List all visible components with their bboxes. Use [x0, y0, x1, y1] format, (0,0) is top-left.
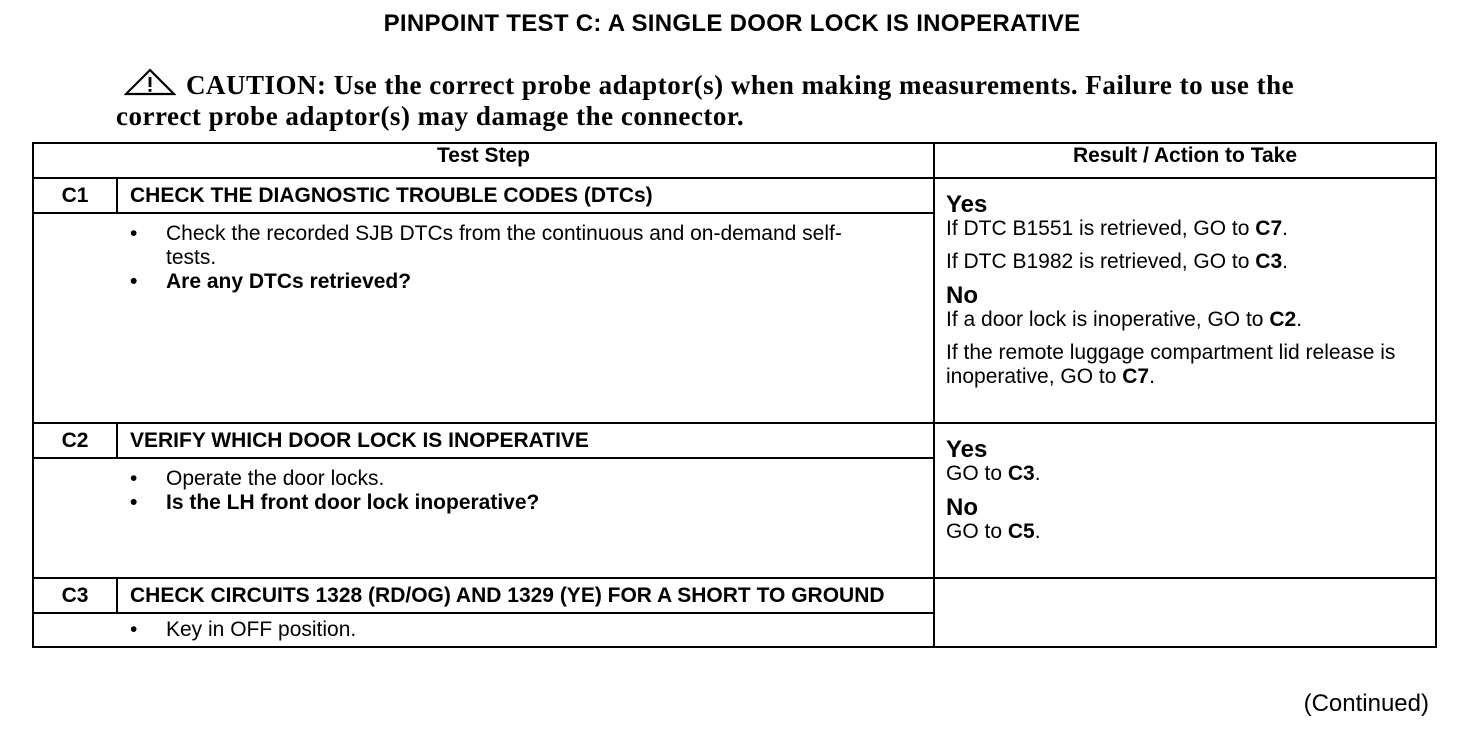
step-title: CHECK THE DIAGNOSTIC TROUBLE CODES (DTCs)	[117, 178, 934, 213]
step-c1-result	[934, 178, 1436, 423]
step-body	[33, 458, 934, 578]
step-bullet: • Check the recorded SJB DTCs from the continuous and on-demand self-tests.	[34, 222, 933, 270]
table-header-row	[33, 143, 1436, 178]
goto-step-link[interactable]: C5	[1007, 520, 1035, 543]
step-body	[33, 213, 934, 423]
result-line: GO to C3.	[946, 462, 1041, 485]
pinpoint-test-table	[32, 142, 1437, 648]
step-c1-title-row	[33, 178, 1436, 213]
step-id: C3	[33, 578, 117, 613]
caution-note	[116, 68, 1356, 132]
goto-step-link[interactable]: C7	[1255, 217, 1283, 240]
result-line: If a door lock is inoperative, GO to C2.	[946, 308, 1303, 331]
step-title: CHECK CIRCUITS 1328 (RD/OG) AND 1329 (YE) FOR A SHORT TO GROUND	[117, 578, 934, 613]
step-id: C2	[33, 423, 117, 458]
caution-text: CAUTION: Use the correct probe adaptor(s) when making measurements. Failure to use the correct probe adaptor(s) may damage the connector.	[116, 70, 1295, 131]
result-line: GO to C5.	[946, 520, 1041, 543]
goto-step-link[interactable]: C3	[1007, 462, 1035, 485]
no-label: No	[946, 282, 978, 309]
yes-label: Yes	[946, 191, 988, 218]
goto-step-link[interactable]: C2	[1269, 308, 1297, 331]
result-line: If DTC B1551 is retrieved, GO to C7.	[946, 217, 1288, 240]
step-question: • Is the LH front door lock inoperative?	[34, 491, 933, 515]
step-body	[33, 613, 934, 647]
result-line: If the remote luggage compartment lid release is inoperative, GO to C7.	[946, 341, 1396, 388]
page-title: PINPOINT TEST C: A SINGLE DOOR LOCK IS INOPERATIVE	[383, 10, 1081, 37]
warning-triangle-icon	[124, 68, 176, 96]
continued-label: (Continued)	[1303, 690, 1429, 717]
step-bullet: • Operate the door locks.	[34, 467, 933, 491]
header-test-step: Test Step	[33, 143, 934, 178]
goto-step-link[interactable]: C7	[1122, 365, 1150, 388]
step-c2-result	[934, 423, 1436, 578]
step-title: VERIFY WHICH DOOR LOCK IS INOPERATIVE	[117, 423, 934, 458]
step-c3-result	[934, 578, 1436, 647]
yes-label: Yes	[946, 436, 988, 463]
step-c2-title-row	[33, 423, 1436, 458]
step-id: C1	[33, 178, 117, 213]
goto-step-link[interactable]: C3	[1255, 250, 1283, 273]
step-c3-title-row	[33, 578, 1436, 613]
step-bullet: • Key in OFF position.	[34, 618, 933, 642]
header-result-action: Result / Action to Take	[934, 143, 1436, 178]
no-label: No	[946, 494, 978, 521]
step-question: • Are any DTCs retrieved?	[34, 270, 933, 294]
result-line: If DTC B1982 is retrieved, GO to C3.	[946, 250, 1288, 273]
